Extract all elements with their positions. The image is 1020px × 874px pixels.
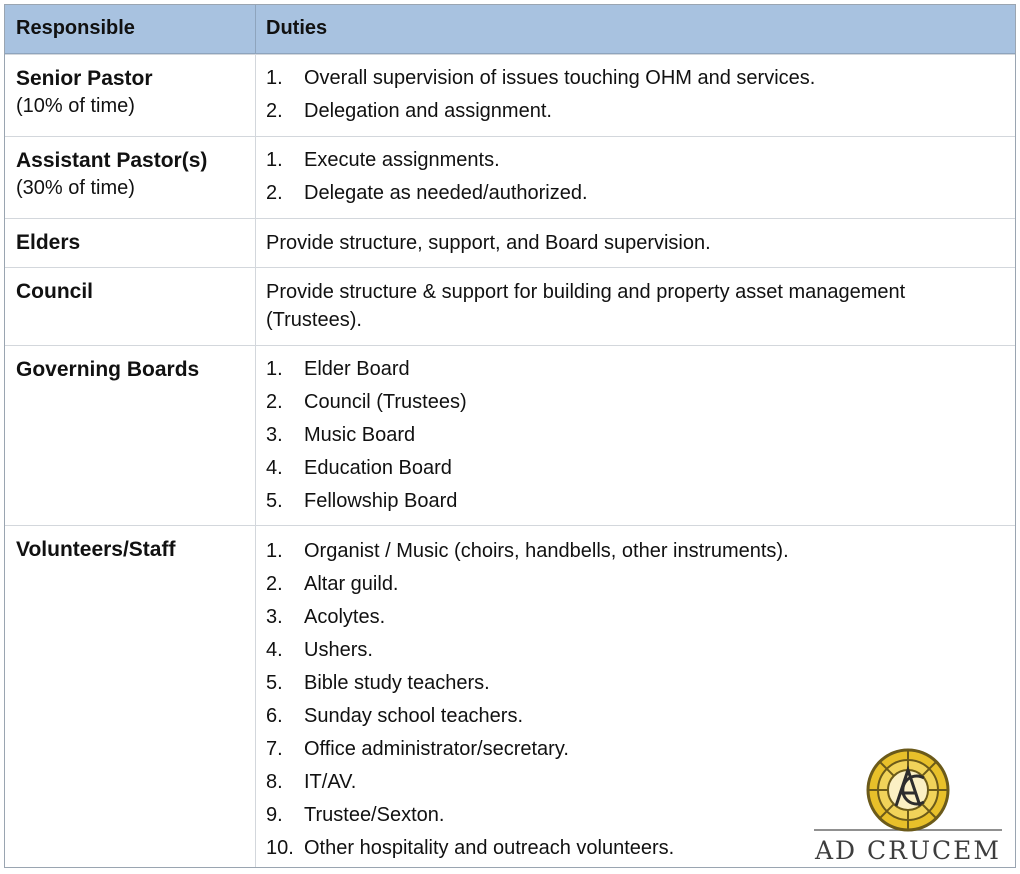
duties-list xyxy=(266,62,1005,128)
list-item: 6. Sunday school teachers. xyxy=(266,705,524,727)
header-duties: Duties xyxy=(266,17,328,39)
responsible-name: Council xyxy=(16,280,93,303)
responsible-name: Senior Pastor xyxy=(16,67,153,90)
list-item: 2. Council (Trustees) xyxy=(266,391,467,413)
responsible-name: Assistant Pastor(s) xyxy=(16,149,208,172)
responsible-name: Governing Boards xyxy=(16,358,200,381)
list-item: 8. IT/AV. xyxy=(266,771,357,793)
list-item: 1. Elder Board xyxy=(266,358,410,380)
ad-crucem-logo xyxy=(812,748,1004,866)
list-item: 1. Overall supervision of issues touching OHM and services. xyxy=(266,67,816,89)
list-item: 10. Other hospitality and outreach volunteers. xyxy=(266,837,675,859)
responsibility-table xyxy=(4,4,1016,868)
list-item: 1. Execute assignments. xyxy=(266,149,500,171)
table-row xyxy=(5,218,1015,267)
list-item: 4. Ushers. xyxy=(266,639,373,661)
duty-text: Provide structure, support, and Board supervision. xyxy=(266,232,711,254)
list-item: 9. Trustee/Sexton. xyxy=(266,804,445,826)
responsible-note: (30% of time) xyxy=(16,177,135,199)
duties-list xyxy=(266,144,1005,210)
list-item: 5. Fellowship Board xyxy=(266,490,458,512)
duties-list xyxy=(266,353,1005,518)
list-item: 1. Organist / Music (choirs, handbells, other instruments). xyxy=(266,540,789,562)
responsible-name: Volunteers/Staff xyxy=(16,538,176,561)
table-row xyxy=(5,345,1015,525)
list-item: 5. Bible study teachers. xyxy=(266,672,490,694)
list-item: 2. Altar guild. xyxy=(266,573,399,595)
header-responsible: Responsible xyxy=(5,5,256,53)
list-item: 2. Delegation and assignment. xyxy=(266,100,552,122)
list-item: 3. Acolytes. xyxy=(266,606,386,628)
list-item: 2. Delegate as needed/authorized. xyxy=(266,182,588,204)
table-row xyxy=(5,54,1015,136)
cross-circle-logo-icon xyxy=(812,748,1004,838)
responsible-note: (10% of time) xyxy=(16,95,135,117)
responsible-name: Elders xyxy=(16,231,81,254)
list-item: 7. Office administrator/secretary. xyxy=(266,738,569,760)
list-item: 4. Education Board xyxy=(266,457,452,479)
list-item: 3. Music Board xyxy=(266,424,416,446)
duty-text: Provide structure & support for building and property asset management (Trustees). xyxy=(266,281,906,331)
table-row xyxy=(5,136,1015,218)
table-row xyxy=(5,267,1015,345)
table-header xyxy=(5,5,1015,54)
logo-text: AD CRUCEM xyxy=(814,836,1002,865)
